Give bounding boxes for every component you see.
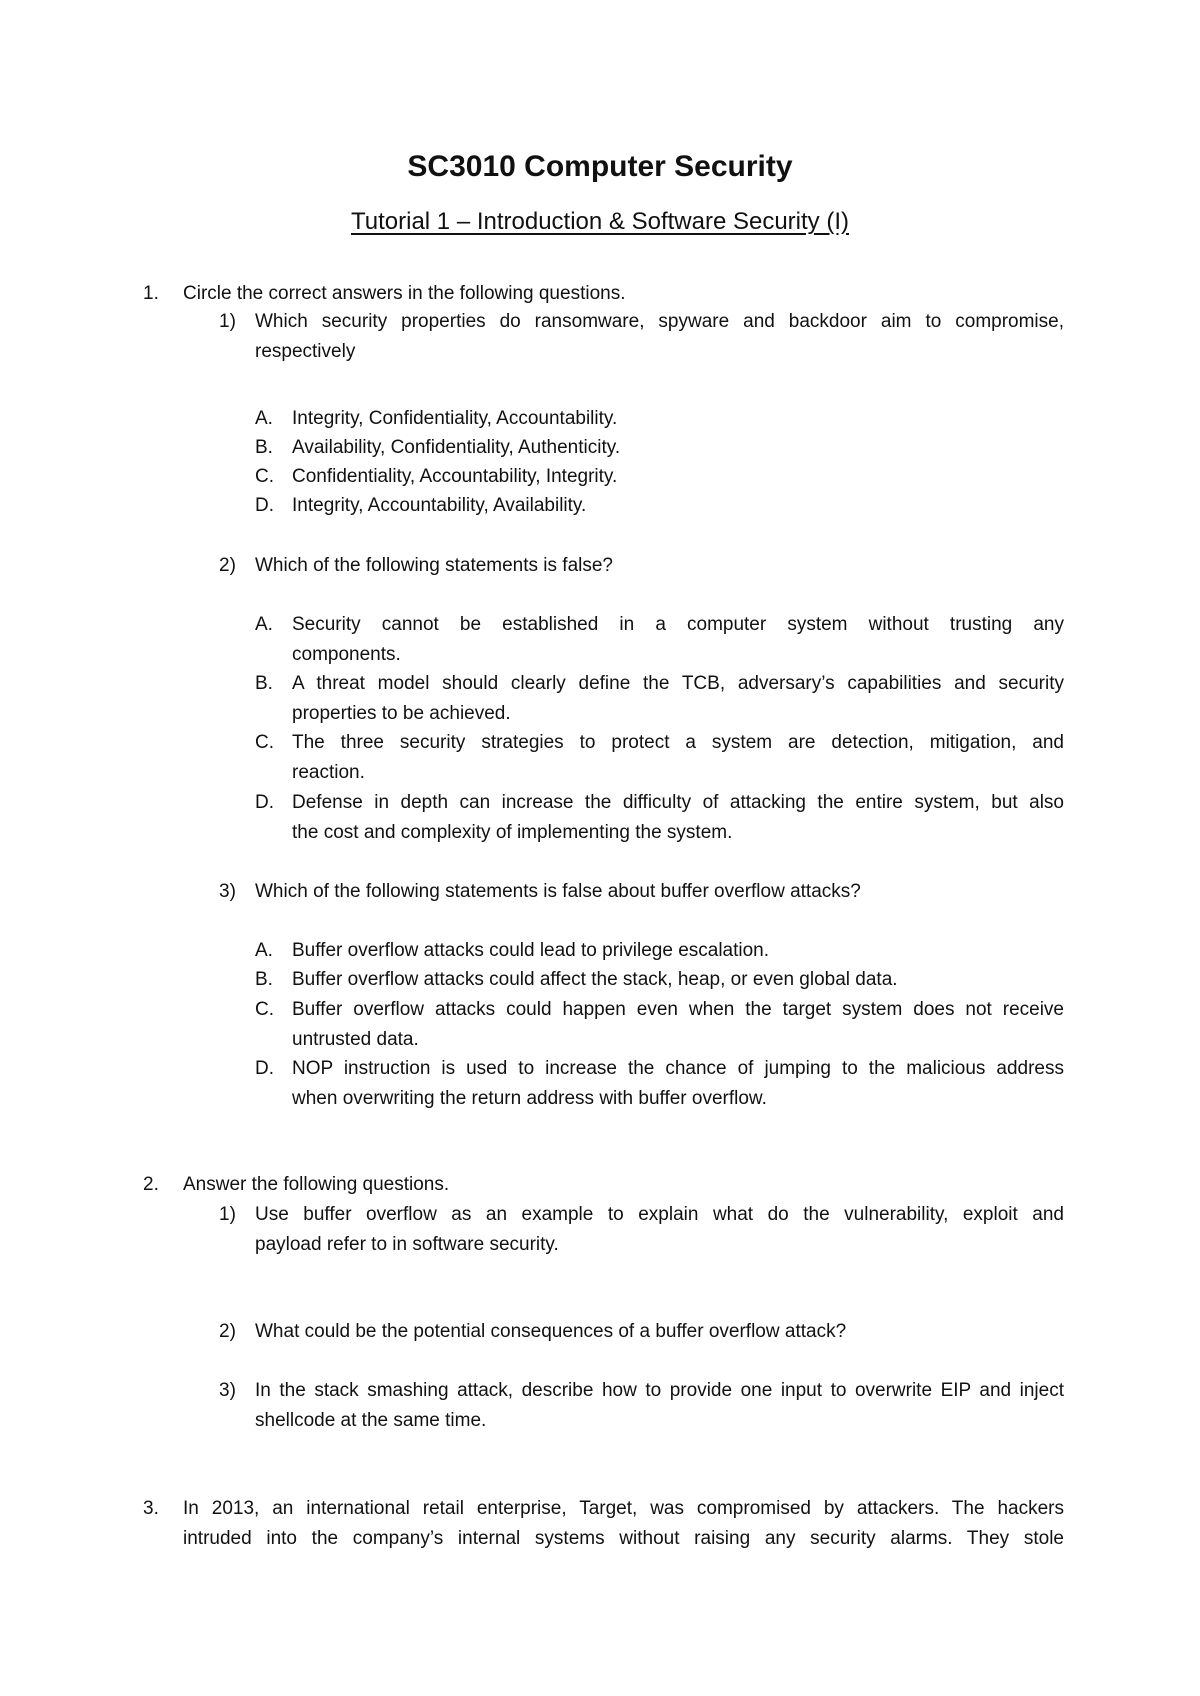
- option-letter: B.: [255, 437, 273, 458]
- question-number: 3.: [143, 1498, 159, 1519]
- option-letter: D.: [255, 495, 274, 516]
- subquestion-text: Which of the following statements is false about buffer overflow attacks?: [255, 881, 861, 902]
- option-letter: D.: [255, 792, 274, 813]
- option-text: Confidentiality, Accountability, Integrity.: [292, 466, 618, 487]
- subquestion-number: 3): [219, 881, 236, 902]
- option-letter: C.: [255, 466, 274, 487]
- page-title: SC3010 Computer Security: [407, 150, 793, 183]
- option-text: NOP instruction is used to increase the chance of jumping to the malicious address: [292, 1058, 1064, 1079]
- option-text: Integrity, Accountability, Availability.: [292, 495, 587, 516]
- option-letter: A.: [255, 940, 273, 961]
- option-text: Buffer overflow attacks could happen even when the target system does not receive: [292, 999, 1064, 1020]
- option-text-cont: components.: [292, 644, 401, 665]
- option-text: Buffer overflow attacks could affect the stack, heap, or even global data.: [292, 969, 898, 990]
- option-text: The three security strategies to protect a system are detection, mitigation, and: [292, 732, 1064, 753]
- option-text-cont: untrusted data.: [292, 1029, 419, 1050]
- subquestion-text: Which of the following statements is false?: [255, 555, 614, 576]
- subquestion-text-cont: payload refer to in software security.: [255, 1234, 559, 1255]
- question-number: 1.: [143, 283, 159, 304]
- question-prompt: Answer the following questions.: [183, 1174, 450, 1195]
- subquestion-number: 2): [219, 555, 236, 576]
- option-letter: B.: [255, 969, 273, 990]
- subquestion-text: Use buffer overflow as an example to explain what do the vulnerability, exploit and: [255, 1204, 1064, 1225]
- subquestion-number: 1): [219, 1204, 236, 1225]
- question-text-cont: intruded into the company’s internal systems without raising any security alarms. They stole: [183, 1528, 1064, 1549]
- question-prompt: Circle the correct answers in the following questions.: [183, 283, 626, 304]
- subquestion-text: What could be the potential consequences of a buffer overflow attack?: [255, 1321, 847, 1342]
- option-letter: A.: [255, 614, 273, 635]
- option-letter: D.: [255, 1058, 274, 1079]
- subquestion-text: Which security properties do ransomware, spyware and backdoor aim to compromise,: [255, 311, 1064, 332]
- option-letter: C.: [255, 999, 274, 1020]
- option-text: Security cannot be established in a computer system without trusting any: [292, 614, 1064, 635]
- option-letter: C.: [255, 732, 274, 753]
- subquestion-number: 2): [219, 1321, 236, 1342]
- option-text: Availability, Confidentiality, Authenticity.: [292, 437, 621, 458]
- subquestion-text-cont: respectively: [255, 341, 356, 362]
- option-letter: B.: [255, 673, 273, 694]
- subquestion-text: In the stack smashing attack, describe how to provide one input to overwrite EIP and inject: [255, 1380, 1064, 1401]
- option-text-cont: the cost and complexity of implementing the system.: [292, 822, 733, 843]
- option-letter: A.: [255, 408, 273, 429]
- subtitle-text: Tutorial 1 – Introduction & Software Security (I): [351, 208, 849, 235]
- option-text-cont: reaction.: [292, 762, 365, 783]
- question-number: 2.: [143, 1174, 159, 1195]
- subquestion-text-cont: shellcode at the same time.: [255, 1410, 487, 1431]
- option-text: Integrity, Confidentiality, Accountability.: [292, 408, 618, 429]
- question-text: In 2013, an international retail enterprise, Target, was compromised by attackers. The hackers: [183, 1498, 1064, 1519]
- option-text: A threat model should clearly define the TCB, adversary’s capabilities and security: [292, 673, 1064, 694]
- option-text-cont: when overwriting the return address with buffer overflow.: [292, 1088, 767, 1109]
- option-text: Defense in depth can increase the difficulty of attacking the entire system, but also: [292, 792, 1064, 813]
- subquestion-number: 3): [219, 1380, 236, 1401]
- subquestion-number: 1): [219, 311, 236, 332]
- page-subtitle: [0, 208, 1200, 236]
- option-text: Buffer overflow attacks could lead to privilege escalation.: [292, 940, 770, 961]
- option-text-cont: properties to be achieved.: [292, 703, 511, 724]
